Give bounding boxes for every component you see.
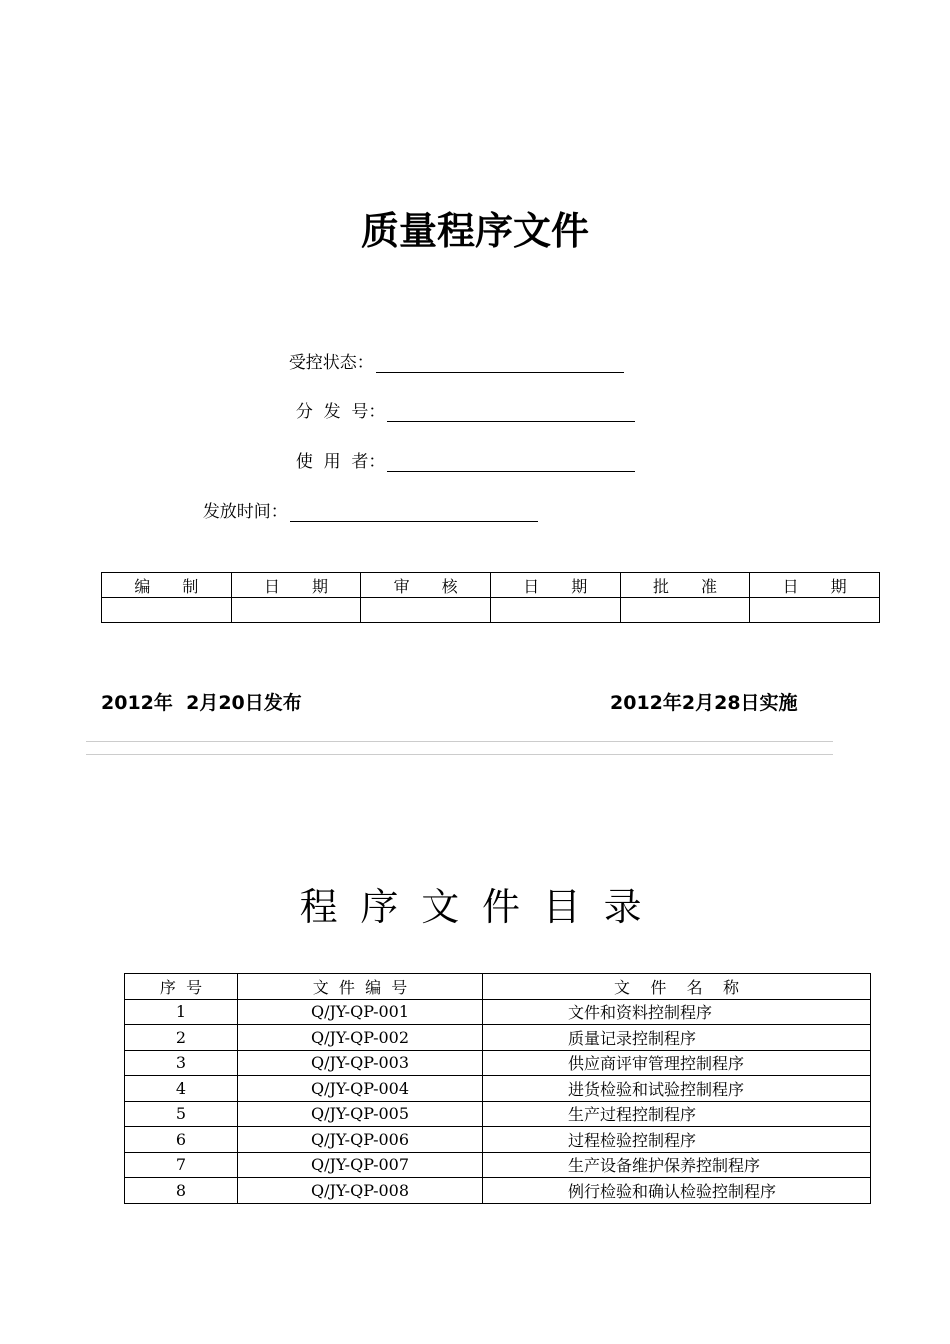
document-title: 质量程序文件 [360,209,589,253]
row-code: Q/JY-QP-006 [238,1127,483,1153]
table-row [125,1076,871,1102]
row-code: Q/JY-QP-007 [238,1152,483,1178]
row-no: 2 [125,1025,238,1051]
row-code: Q/JY-QP-003 [238,1050,483,1076]
signature-cell [102,598,232,623]
signature-cell [490,598,620,623]
compile-header: 编 制 [102,573,232,598]
table-row [125,1101,871,1127]
signature-cell [620,598,750,623]
row-code: Q/JY-QP-001 [238,999,483,1025]
row-name: 生产设备维护保养控制程序 [483,1152,871,1178]
approve-header: 批 准 [620,573,750,598]
row-no: 4 [125,1076,238,1102]
row-name: 过程检验控制程序 [483,1127,871,1153]
approve-date-header: 日 期 [750,573,880,598]
issue-date: 2012年 2月20日发布 [101,692,302,714]
page-divider-top [86,741,833,742]
distribution-number-label: 分 发 号： [295,402,386,422]
row-no: 6 [125,1127,238,1153]
row-code: Q/JY-QP-002 [238,1025,483,1051]
page-divider-bottom [86,754,833,755]
toc-header-no: 序 号 [125,974,238,1000]
row-code: Q/JY-QP-008 [238,1178,483,1204]
user-label: 使 用 者： [295,452,386,472]
table-row [125,999,871,1025]
row-name: 供应商评审管理控制程序 [483,1050,871,1076]
signature-cell [231,598,361,623]
toc-header-code: 文 件 编 号 [238,974,483,1000]
row-code: Q/JY-QP-004 [238,1076,483,1102]
signature-table [101,572,880,623]
review-date-header: 日 期 [490,573,620,598]
toc-table [124,973,871,1204]
toc-header-name: 文 件 名 称 [483,974,871,1000]
table-row [125,1152,871,1178]
issue-time-blank [290,520,538,522]
row-name: 进货检验和试验控制程序 [483,1076,871,1102]
distribution-number-blank [387,420,635,422]
compile-date-header: 日 期 [231,573,361,598]
effective-date: 2012年2月28日实施 [610,692,798,714]
row-code: Q/JY-QP-005 [238,1101,483,1127]
row-name: 例行检验和确认检验控制程序 [483,1178,871,1204]
issue-time-field [192,477,538,522]
control-status-field [278,328,624,373]
signature-blank-row [102,598,880,623]
row-no: 1 [125,999,238,1025]
user-blank [387,470,635,472]
row-name: 生产过程控制程序 [483,1101,871,1127]
control-status-label: 受控状态： [288,353,374,373]
signature-cell [361,598,491,623]
user-field [285,427,635,472]
toc-header-row [125,974,871,1000]
signature-cell [750,598,880,623]
row-name: 文件和资料控制程序 [483,999,871,1025]
issue-time-label: 发放时间： [202,502,288,522]
row-no: 8 [125,1178,238,1204]
control-status-blank [376,371,624,373]
review-header: 审 核 [361,573,491,598]
toc-title: 程序文件目录 [299,885,665,929]
table-row [125,1050,871,1076]
row-no: 3 [125,1050,238,1076]
row-no: 7 [125,1152,238,1178]
table-row [125,1127,871,1153]
row-name: 质量记录控制程序 [483,1025,871,1051]
distribution-number-field [285,377,635,422]
table-row [125,1178,871,1204]
signature-header-row [102,573,880,598]
row-no: 5 [125,1101,238,1127]
table-row [125,1025,871,1051]
